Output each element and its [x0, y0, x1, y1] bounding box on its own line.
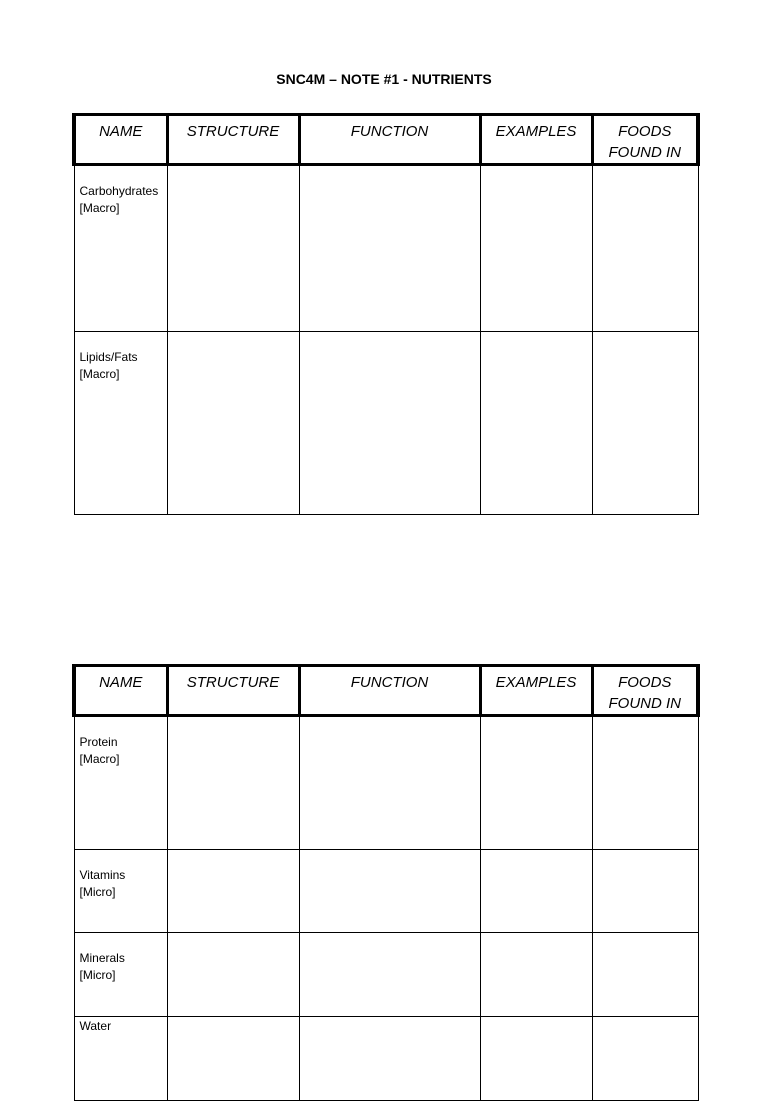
function-cell[interactable] — [299, 716, 480, 850]
nutrient-name: Water — [79, 1019, 112, 1033]
examples-cell[interactable] — [480, 332, 592, 515]
structure-cell[interactable] — [167, 165, 299, 332]
examples-cell[interactable] — [480, 933, 592, 1017]
header-structure: STRUCTURE — [167, 115, 299, 165]
header-foods-found-in: FOODS FOUND IN — [592, 115, 698, 165]
table-header-row — [74, 115, 698, 165]
function-cell[interactable] — [299, 850, 480, 933]
page-title: SNC4M – NOTE #1 - NUTRIENTS — [276, 71, 492, 87]
table-row — [74, 165, 698, 332]
structure-cell[interactable] — [167, 332, 299, 515]
foods-cell[interactable] — [592, 850, 698, 933]
nutrient-type: [Macro] — [79, 752, 120, 766]
foods-cell[interactable] — [592, 165, 698, 332]
header-structure: STRUCTURE — [167, 666, 299, 716]
nutrient-name: Minerals — [79, 951, 125, 965]
foods-cell[interactable] — [592, 716, 698, 850]
row-label — [74, 716, 167, 850]
examples-cell[interactable] — [480, 850, 592, 933]
table-row — [74, 716, 698, 850]
examples-cell[interactable] — [480, 165, 592, 332]
table-row — [74, 850, 698, 933]
nutrients-table-2 — [72, 664, 700, 1101]
row-label — [74, 332, 167, 515]
nutrient-type: [Macro] — [79, 201, 120, 215]
structure-cell[interactable] — [167, 850, 299, 933]
function-cell[interactable] — [299, 1017, 480, 1101]
function-cell[interactable] — [299, 332, 480, 515]
header-function: FUNCTION — [299, 666, 480, 716]
table-header-row — [74, 666, 698, 716]
foods-cell[interactable] — [592, 933, 698, 1017]
nutrient-name: Lipids/Fats — [79, 350, 138, 364]
header-function: FUNCTION — [299, 115, 480, 165]
structure-cell[interactable] — [167, 933, 299, 1017]
header-name: NAME — [74, 115, 167, 165]
nutrient-type: [Micro] — [79, 968, 116, 982]
examples-cell[interactable] — [480, 1017, 592, 1101]
table-row — [74, 332, 698, 515]
header-name: NAME — [74, 666, 167, 716]
nutrient-name: Vitamins — [79, 868, 126, 882]
table-row — [74, 933, 698, 1017]
header-examples: EXAMPLES — [480, 115, 592, 165]
row-label — [74, 850, 167, 933]
nutrient-name: Protein — [79, 735, 118, 749]
function-cell[interactable] — [299, 933, 480, 1017]
nutrient-name: Carbohydrates — [79, 184, 159, 198]
row-label — [74, 165, 167, 332]
foods-cell[interactable] — [592, 332, 698, 515]
nutrient-type: [Micro] — [79, 885, 116, 899]
nutrient-type: [Macro] — [79, 367, 120, 381]
row-label — [74, 933, 167, 1017]
function-cell[interactable] — [299, 165, 480, 332]
table-row — [74, 1017, 698, 1101]
examples-cell[interactable] — [480, 716, 592, 850]
header-examples: EXAMPLES — [480, 666, 592, 716]
structure-cell[interactable] — [167, 1017, 299, 1101]
nutrients-table-1 — [72, 113, 700, 515]
row-label — [74, 1017, 167, 1101]
foods-cell[interactable] — [592, 1017, 698, 1101]
header-foods-found-in: FOODS FOUND IN — [592, 666, 698, 716]
structure-cell[interactable] — [167, 716, 299, 850]
